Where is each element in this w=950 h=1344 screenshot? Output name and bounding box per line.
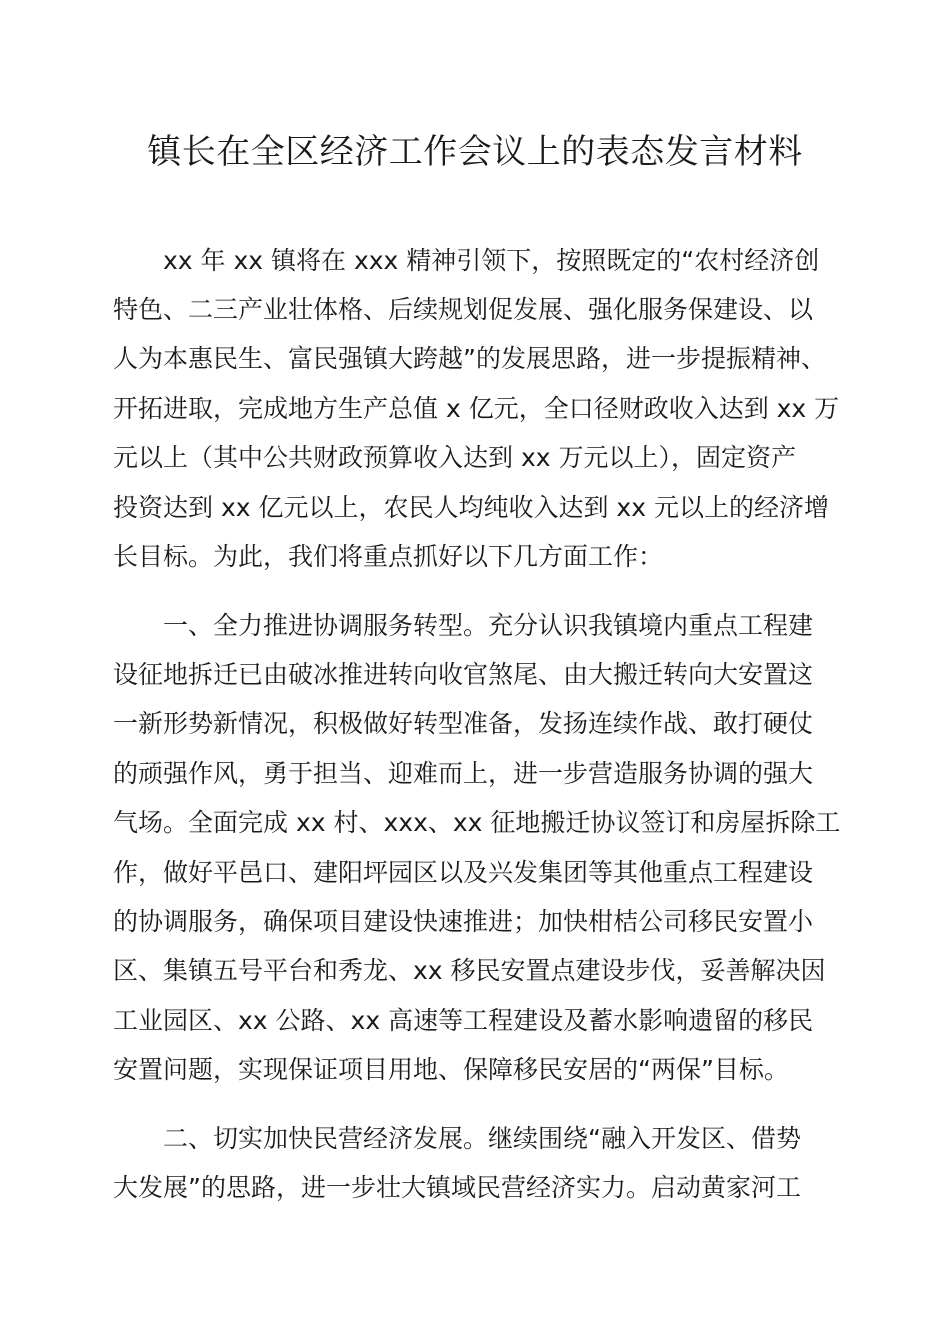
paragraph-2-line-10: 安置问题，实现保证项目用地、保障移民安居的“两保”目标。 <box>113 1055 789 1084</box>
paragraph-2-line-1: 一、全力推进协调服务转型。充分认识我镇境内重点工程建 <box>163 611 814 640</box>
paragraph-2-line-9: 工业园区、xx 公路、xx 高速等工程建设及蓄水影响遗留的移民 <box>113 1006 814 1035</box>
paragraph-2-line-5: 气场。全面完成 xx 村、xxx、xx 征地搬迁协议签订和房屋拆除工 <box>113 808 841 837</box>
paragraph-2-line-7: 的协调服务，确保项目建设快速推进；加快柑桔公司移民安置小 <box>113 907 814 936</box>
paragraph-1-line-7: 长目标。为此，我们将重点抓好以下几方面工作： <box>113 542 664 571</box>
paragraph-1-line-5: 元以上（其中公共财政预算收入达到 xx 万元以上），固定资产 <box>113 443 796 472</box>
paragraph-2-line-8: 区、集镇五号平台和秀龙、xx 移民安置点建设步伐，妥善解决因 <box>113 956 826 985</box>
paragraph-2-line-2: 设征地拆迁已由破冰推进转向收官煞尾、由大搬迁转向大安置这 <box>113 660 814 689</box>
paragraph-2-line-6: 作，做好平邑口、建阳坪园区以及兴发集团等其他重点工程建设 <box>113 858 814 887</box>
document-title: 镇长在全区经济工作会议上的表态发言材料 <box>147 132 803 172</box>
paragraph-1-line-3: 人为本惠民生、富民强镇大跨越”的发展思路，进一步提振精神、 <box>113 344 826 373</box>
paragraph-1-line-1: xx 年 xx 镇将在 xxx 精神引领下，按照既定的“农村经济创 <box>163 246 820 275</box>
paragraph-1-line-4: 开拓进取，完成地方生产总值 x 亿元，全口径财政收入达到 xx 万 <box>113 394 840 423</box>
paragraph-1-line-6: 投资达到 xx 亿元以上，农民人均纯收入达到 xx 元以上的经济增 <box>113 493 829 522</box>
paragraph-2-line-4: 的顽强作风，勇于担当、迎难而上，进一步营造服务协调的强大 <box>113 759 814 788</box>
paragraph-1-line-2: 特色、二三产业壮体格、后续规划促发展、强化服务保建设、以 <box>113 295 814 324</box>
paragraph-2-line-3: 一新形势新情况，积极做好转型准备，发扬连续作战、敢打硬仗 <box>113 709 814 738</box>
paragraph-3-line-2: 大发展”的思路，进一步壮大镇域民营经济实力。启动黄家河工 <box>113 1173 801 1202</box>
paragraph-3-line-1: 二、切实加快民营经济发展。继续围绕“融入开发区、借势 <box>163 1124 801 1153</box>
